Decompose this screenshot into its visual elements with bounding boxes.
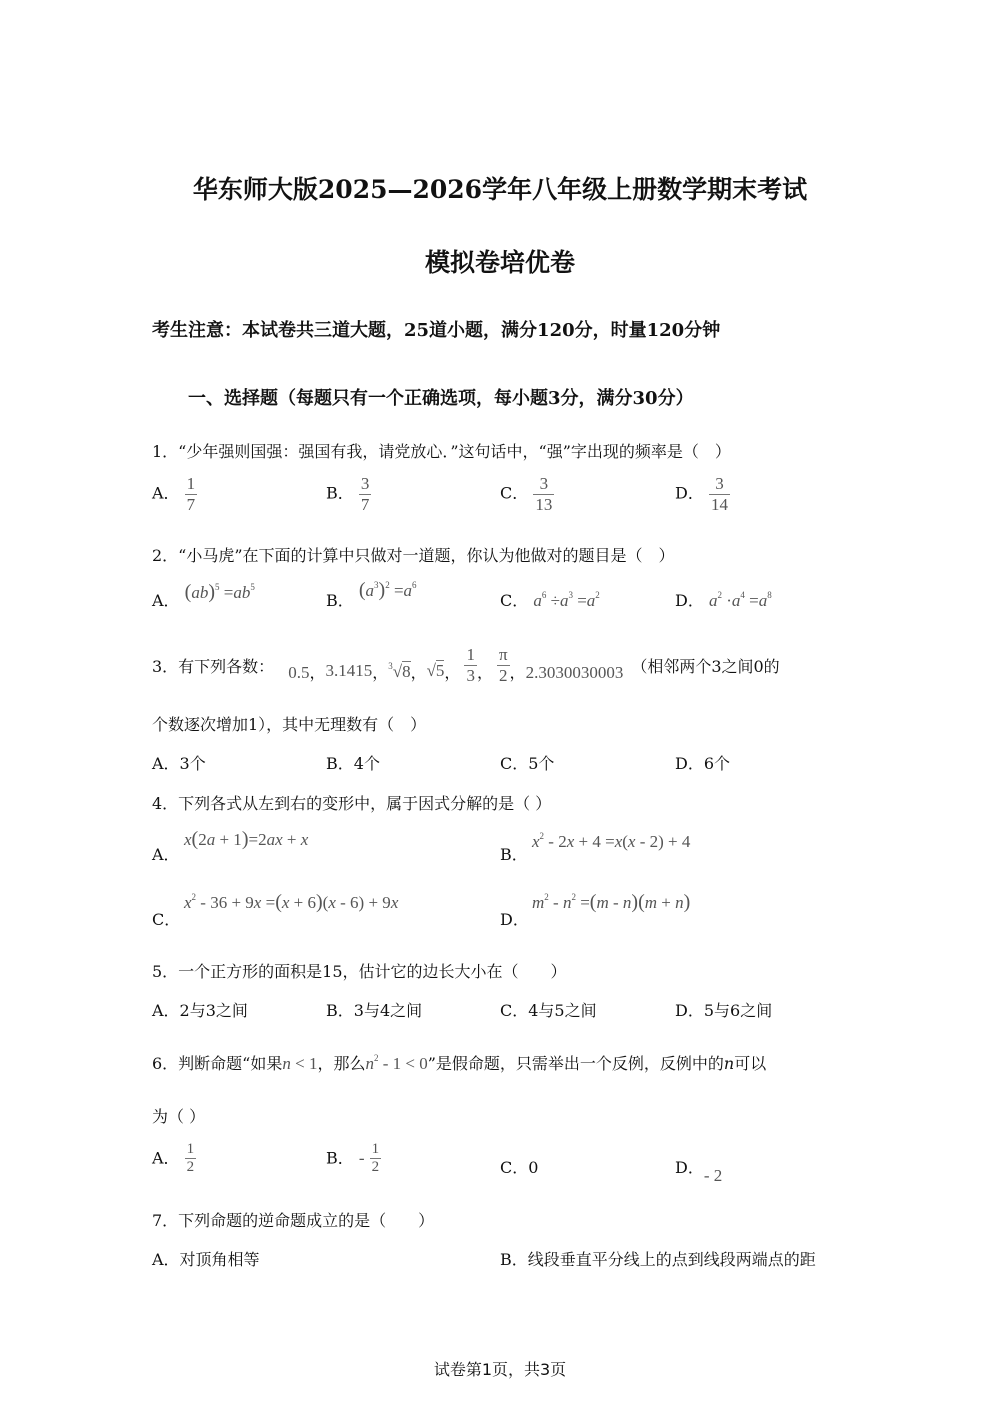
- question-4-stem: 4．下列各式从左到右的变形中，属于因式分解的是（ ）: [152, 794, 552, 813]
- fraction: $\frac{1}{2}$: [186, 1141, 195, 1176]
- fraction: $\frac{3}{7}$: [360, 474, 370, 514]
- math-expression: $(a^3)^2 =a^6$: [358, 579, 417, 601]
- section-heading-choice: 一、选择题（每题只有一个正确选项，每小题3分，满分30分）: [188, 388, 694, 409]
- math-expression: $a^6 \div a^3 =a^2$: [533, 590, 600, 610]
- question-3-option-d: D．6个: [675, 754, 731, 773]
- question-2-option-a: A． $(ab)^5 =ab^5$: [152, 581, 255, 610]
- math-expression: n < 1: [282, 1054, 318, 1073]
- page-footer: 试卷第1页，共3页: [433, 1360, 567, 1379]
- question-3-option-a: A．3个: [152, 754, 206, 773]
- cube-root-8: $^3$√8: [388, 660, 411, 681]
- number-value: 0.5: [288, 663, 310, 683]
- question-4-option-d: D．: [500, 910, 529, 929]
- question-5-option-a: A．2与3之间: [152, 1001, 248, 1020]
- question-2-option-d: D． $a^2 \cdot a^4 =a^8$: [675, 590, 772, 610]
- question-7-option-a: A．对顶角相等: [152, 1250, 260, 1269]
- fraction-pi-half: $\frac{\pi}{2}$: [498, 645, 508, 685]
- question-2-stem: 2．“小马虎”在下面的计算中只做对一道题，你认为他做对的题目是（ ）: [152, 546, 675, 565]
- question-3-option-c: C．5个: [500, 754, 555, 773]
- question-1-stem: 1．“少年强则国强：强国有我，请党放心．”这句话中，“强”字出现的频率是（ ）: [152, 442, 731, 461]
- question-7-option-b: B．线段垂直平分线上的点到线段两端点的距: [500, 1250, 816, 1269]
- question-4-option-a-expression: x(2a + 1)=2ax + x: [184, 828, 309, 850]
- fraction-one-third: $\frac{1}{3}$: [466, 645, 475, 685]
- question-4-option-d-expression: $m^2 - n^2 =(m - n)(m + n)$: [532, 891, 691, 913]
- question-5-option-d: D．5与6之间: [675, 1001, 773, 1020]
- question-4-option-a: A．: [152, 845, 180, 864]
- variable-n: n: [723, 1054, 735, 1073]
- square-root-5: √5: [426, 661, 445, 681]
- question-6-option-a: A． $\frac{1}{2}$: [152, 1141, 195, 1176]
- question-1-option-d: D． $\frac{3}{14}$: [675, 474, 728, 514]
- question-4-option-c: C．: [152, 910, 181, 929]
- math-expression: $(ab)^5 =ab^5$: [184, 581, 255, 603]
- question-3-stem-line-2: 个数逐次增加1），其中无理数有（ ）: [152, 715, 427, 734]
- question-6-stem-line-2: 为（ ）: [152, 1107, 206, 1126]
- question-6-option-d: D．- 2: [675, 1158, 723, 1185]
- question-5-stem: 5．一个正方形的面积是15，估计它的边长大小在（ ）: [152, 962, 567, 981]
- fraction: $\frac{1}{2}$: [371, 1141, 380, 1176]
- question-1-option-a: A． $\frac{1}{7}$: [152, 474, 196, 514]
- exam-notice: 考生注意：本试卷共三道大题，25道小题，满分120分，时量120分钟: [152, 320, 721, 341]
- question-4-option-b: B．: [500, 845, 528, 864]
- question-3-option-b: B．4个: [326, 754, 380, 773]
- number-value: 3.1415: [325, 661, 373, 681]
- question-3-stem: 3．有下列各数： 0.5 ， 3.1415 ， $^3$√8 ， √5 ， $\frac{1}{3}$ ， $\frac{\pi}{2}$ ， 2.3030030003 （相邻两个3之间0的: [152, 645, 780, 685]
- question-1-option-b: B． $\frac{3}{7}$: [326, 474, 370, 514]
- question-1-option-c: C． $\frac{3}{13}$: [500, 474, 553, 514]
- fraction: $\frac{1}{7}$: [186, 474, 196, 514]
- number-value: 2.3030030003: [525, 663, 624, 683]
- question-2-option-c: C． $a^6 \div a^3 =a^2$: [500, 590, 600, 610]
- question-6-option-b: B． - $\frac{1}{2}$: [326, 1141, 380, 1176]
- fraction: $\frac{3}{13}$: [535, 474, 553, 514]
- title-line-2: 模拟卷培优卷: [424, 248, 575, 277]
- fraction: $\frac{3}{14}$: [710, 474, 728, 514]
- math-expression: $n^2 - 1 < 0$: [365, 1053, 428, 1073]
- question-5-option-b: B．3与4之间: [326, 1001, 423, 1020]
- question-5-option-c: C．4与5之间: [500, 1001, 597, 1020]
- title-line-1: 华东师大版2025—2026学年八年级上册数学期末考试: [192, 175, 808, 204]
- question-6-option-c: C．0: [500, 1158, 539, 1177]
- question-6-stem: 6．判断命题“如果n < 1，那么$n^2 - 1 < 0$”是假命题，只需举出一个反例，反例中的n可以: [152, 1053, 767, 1073]
- question-4-option-b-expression: $x^2 - 2x + 4 =x(x - 2) + 4$: [532, 831, 691, 851]
- math-expression: $a^2 \cdot a^4 =a^8$: [708, 590, 772, 610]
- question-7-stem: 7．下列命题的逆命题成立的是（ ）: [152, 1211, 435, 1230]
- question-4-option-c-expression: $x^2 - 36 + 9x =(x + 6)(x - 6) + 9x$: [184, 891, 399, 913]
- question-2-option-b: B． $(a^3)^2 =a^6$: [326, 579, 417, 610]
